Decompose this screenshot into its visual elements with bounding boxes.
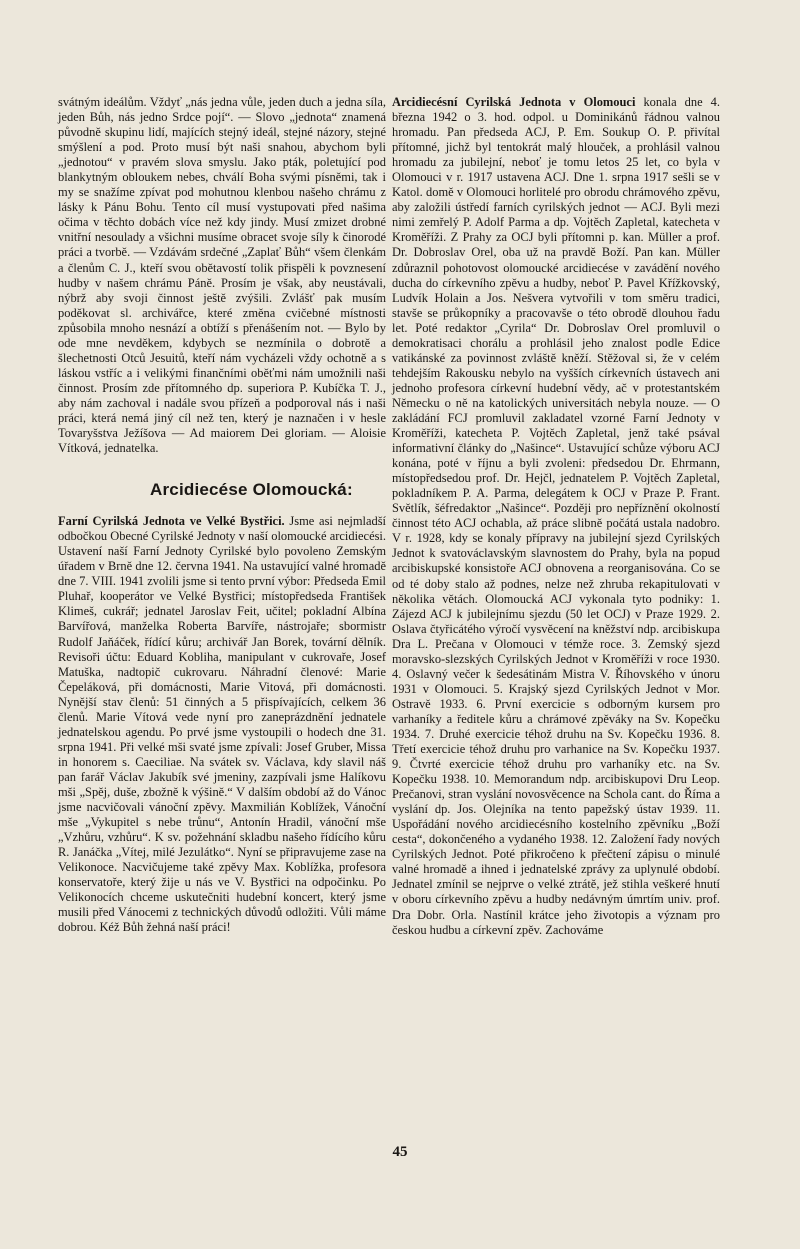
paragraph-lead: Farní Cyrilská Jednota ve Velké Bystřici.: [58, 514, 285, 529]
page-number: 45: [392, 1144, 408, 1160]
body-paragraph: [392, 95, 720, 938]
section-heading: Arcidiecése Olomoucká:: [150, 480, 353, 500]
paragraph-text: konala dne 4. března 1942 o 3. hod. odpol. u Dominikánů řádnou valnou hromadu. Pan předseda ACJ, P. Em. Soukup O. P. přivítal přítomné, jichž byl tentokrát malý hlouček, a prohlásil valnou hromadu za jubilejní, neboť je tomu letos 25 let, co byla v Olomouci v r. 1917 ustavena ACJ. Dne 1. srpna 1917 sešli se v Katol. domě v Olomouci horlitelé pro obrodu chrámového zpěvu, aby založili ústředí farních cyrilských jednot — ACJ. Byli mezi nimi zemřelý P. Adolf Parma a dp. Vojtěch Zapletal, katecheta v Kroměříži. Z Prahy za OCJ byli přítomni p. kan. Müller a prof. Dr. Dobroslav Orel, oba už na pravdě Boží. Pan kan. Müller zdůraznil pohotovost olomoucké arcidiecése v zavádění nového ducha do církevního zpěvu a hudby, neboť P. Pavel Křížkovský, Ludvík Holain a Jos. Nešvera vytvořili v tom směru tradici, stavše se průkopníky a pracovavše o této obrodě dlouhou řadu let. Poté redaktor „Cyrila“ Dr. Dobroslav Orel promluvil o demokratisaci chorálu a prohlásil jeho znalost podle Edice vatikánské za povinnost zvláště kněží. Stěžoval si, že v celém tehdejším Rakousku nebylo na vyšších církevních ústavech ani jednoho profesora církevní hudební vědy, ač v protestantském Německu o ně na katolických universitách nebyla nouze. — O zakládání FCJ promluvil zakladatel vzorné Farní Jednoty v Kroměříži, katecheta P. Vojtěch Zapletal, jenž také psával informativní články do „Našince“. Ustavující schůze výboru ACJ konána, poté v říjnu a byli zvoleni: předsedou Dr. Ehrmann, místopředsedou prof. Dr. Hejčl, jednatelem P. Vojtěch Zapletal, pokladníkem P. A. Parma, delegátem k OCJ v Praze P. Frant. Světlík, šéfredaktor „Našince“. Později pro nepříznění okolností činnost této ACJ ochabla, až práce slibně počátá ustala nadobro. V r. 1928, kdy se konaly přípravy na jubilejní sjezd Cyrilských Jednot k svatováclavským slavnostem do Prahy, byla na popud arcibiskupské konsistoře ACJ obnovena a reorganisována. Co se od té doby stalo až podnes, nelze než zhruba rekapitulovati v několika větách. Olomoucká ACJ vykonala tyto podniky: 1. Zájezd ACJ k jubilejnímu sjezdu (50 let OCJ) v Praze 1929. 2. Oslava čtyřicátého výročí vysvěcení na kněžství ndp. arcibiskupa Dra L. Prečana v Olomouci v témže roce. 3. Zemský sjezd moravsko-slezských Cyrilských Jednot v Kroměříži v roce 1930. 4. Oslavný večer k šedesátinám Mistra V. Říhovského v únoru 1931 v Olomouci. 5. Krajský sjezd Cyrilských Jednot v Mor. Ostravě 1933. 6. První exercicie s odborným kursem pro varhaníky a ředitele kůru a chrámové zpěváky na Sv. Kopečku 1934. 7. Druhé exercicie téhož druhu na Sv. Kopečku 1936. 8. Třetí exercicie téhož druhu pro varhanice na Sv. Kopečku 1937. 9. Čtvrté exercicie téhož druhu pro varhaníky etc. na Sv. Kopečku 1938. 10. Memorandum ndp. arcibiskupovi Dru Leop. Prečanovi, stran vyslání novosvěcence na Schola cant. do Říma a vyslání dp. Jos. Olejníka na tento papežský ústav 1939. 11. Uspořádání nového arcidiecésního kostelního zpěvníku „Boží cesta“, dokončeného a vydaného 1938. 12. Založení řady nových Cyrilských Jednot. Poté přikročeno k přečtení zápisu o minulé valné hromadě a ihned i jednatelské zprávy za uplynulé období. Jednatel zmínil se nejprve o velké ztrátě, jež stihla veškeré hnutí v oboru církevního zpěvu a hudby nedávným úmrtím univ. prof. Dra Dobr. Orla. Nastínil krátce jeho životopis a význam pro českou hudbu a církevní zpěv. Zachováme: [392, 95, 720, 937]
body-paragraph: [58, 514, 386, 935]
right-column: [392, 95, 720, 938]
paragraph-lead: Arcidiecésní Cyrilská Jednota v Olomouci: [392, 95, 636, 109]
left-column: [58, 95, 386, 935]
body-paragraph: svátným ideálům. Vždyť „nás jedna vůle, jeden duch a jedna síla, jeden Bůh, nás jedno Srdce pojí“. — Slovo „jednota“ znamená původně skupinu lidí, majících stejný ideál, stejné názory, stejné smýšlení a pod. Proto musí být naši snahou, abychom byli „jednotou“ v pravém slova smyslu. Jako pták, poletující pod blankytným obloukem nebes, chválí Boha svými písněmi, tak i my se snažíme zpívat pod mohutnou klenbou našeho chrámu z lásky k Pánu Bohu. Tento cíl musí vystupovati před našima očima v těchto dobách více než kdy jindy. Musí zmizet drobné vnitřní nesoulady a všichni musíme obracet svoje síly k činorodé práci a tvorbě. — Vzdávám srdečné „Zaplať Bůh“ všem členkám a členům C. J., kteří svou obětavostí tolik přispěli k povznesení hudby v našem chrámu Páně. Prosím je však, aby neustávali, nýbrž aby svoji činnost ještě zvýšili. Zvlášť pak musím poděkovat sl. archivářce, které změna cvičebné místnosti způsobila mnoho nesnází a obtíží s přenášením not. — Bylo by ode mne nevděkem, kdybych se nezmínila o dobrotě a šlechetnosti Otců Jesuitů, kteří nám vycházeli vždy ochotně a s láskou vstříc a i velikými finančními oběťmi nám umožnili naši činnost. Prosím zde přítomného dp. superiora P. Kubíčka T. J., aby nám zachoval i nadále svou přízeň a podporoval nás i naši práci, která nemá jiný cíl než ten, který je naznačen i v hesle Tovaryšstva Ježíšova — Ad maiorem Dei gloriam. — Aloisie Vítková, jednatelka.: [58, 95, 386, 456]
paragraph-text: Jsme asi nejmladší odbočkou Obecné Cyrilské Jednoty v naší olomoucké arcidiecési. Ustavení naší Farní Jednoty Cyrilské bylo povoleno Zemským úřadem v Brně dne 12. června 1941. Na ustavující valné hromadě dne 7. VIII. 1941 zvolili jsme si tento první výbor: Předseda Emil Pluhař, kooperátor ve Velké Bystřici; místopředseda František Klimeš, cukrář; jednatel Jaroslav Feit, učitel; pokladní Albína Barvířová, manželka Roberta Barvíře, nástrojaře; sbormistr Rudolf Jaňáček, řídící kůru; archivář Jan Borek, tovární dělník. Revisoři účtu: Eduard Kobliha, manipulant v cukrovaře, Josef Matuška, nadtopič cukrovaru. Náhradní členové: Marie Čepeláková, při domácnosti, Marie Vitová, při domácnosti. Nynější stav členů: 51 činných a 5 přispívajících, celkem 36 členů. Marie Vítová vede nyní pro zaneprázdnění jednatele jednatelskou agendu. Po prvé jsme vystoupili o hodech dne 31. srpna 1941. Při velké mši svaté jsme zpívali: Josef Gruber, Missa in honorem s. Caeciliae. Na svátek sv. Václava, kdy slavil náš pan farář Václav Jakubík své jmeniny, zazpívali jsme Halíkovu mši „Spěj, duše, zbožně k výšině.“ V dalším období až do Vánoc jsme nacvičovali vánoční zpěvy. Maxmilián Koblížek, Vánoční mše „Vykupitel s nebe trůnu“, Antonín Hradil, vánoční mše „Vzhůru, vzhůru“. K sv. požehnání skladbu našeho řídícího kůru R. Janáčka „Vítej, milé Jezulátko“. Nyní se připravujeme zase na Velikonoce. Nacvičujeme také zpěvy Max. Koblížka, profesora konservatoře, který žije u nás ve V. Bystřici na odpočinku. Po Velikonocích chceme uskutečniti hudební koncert, který jsme musili před Vánocemi z technických důvodů odložiti. Vůli máme dobrou. Kéž Bůh žehná naší práci!: [58, 514, 386, 935]
